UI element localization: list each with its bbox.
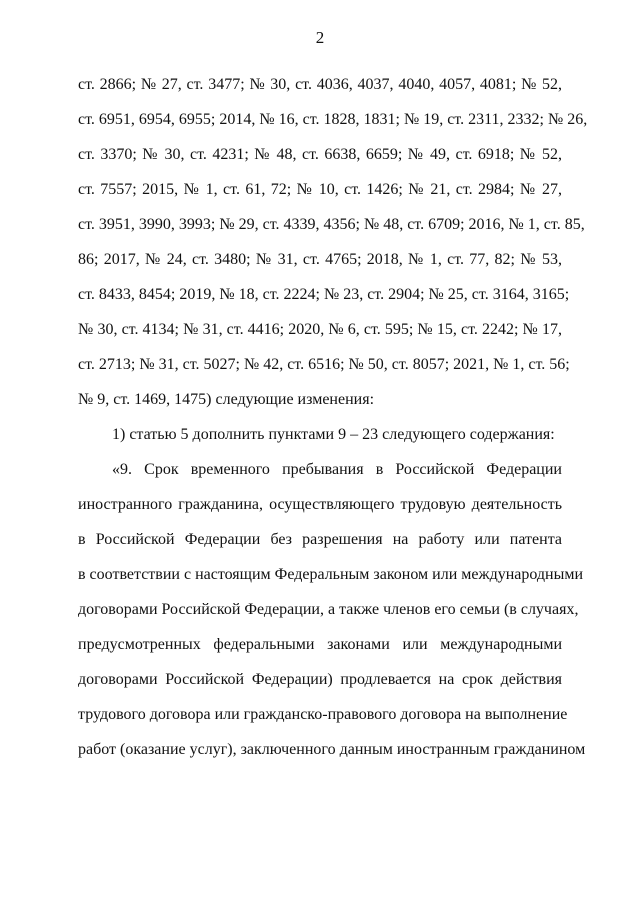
document-body [78,67,588,767]
text-line: ст. 8433, 8454; 2019, № 18, ст. 2224; № 23, ст. 2904; № 25, ст. 3164, 3165; [78,286,570,303]
quoted-paragraph-9-start: «9. Срок временного пребывания в Российской Федерации [112,461,562,478]
text-line: 86; 2017, № 24, ст. 3480; № 31, ст. 4765; 2018, № 1, ст. 77, 82; № 53, [78,251,562,268]
text-line: ст. 3951, 3990, 3993; № 29, ст. 4339, 4356; № 48, ст. 6709; 2016, № 1, ст. 85, [78,216,585,233]
text-line: ст. 2713; № 31, ст. 5027; № 42, ст. 6516; № 50, ст. 8057; 2021, № 1, ст. 56; [78,356,570,373]
text-line: ст. 3370; № 30, ст. 4231; № 48, ст. 6638, 6659; № 49, ст. 6918; № 52, [78,146,562,163]
text-line: ст. 7557; 2015, № 1, ст. 61, 72; № 10, ст. 1426; № 21, ст. 2984; № 27, [78,181,562,198]
text-line: в соответствии с настоящим Федеральным законом или международными [78,566,584,583]
amendment-item-1: 1) статью 5 дополнить пунктами 9 – 23 следующего содержания: [112,426,555,443]
text-line: иностранного гражданина, осуществляющего трудовую деятельность [78,496,562,513]
text-line: № 9, ст. 1469, 1475) следующие изменения: [78,391,375,408]
text-line: ст. 6951, 6954, 6955; 2014, № 16, ст. 1828, 1831; № 19, ст. 2311, 2332; № 26, [78,111,588,128]
text-line: трудового договора или гражданско-правового договора на выполнение [78,706,568,723]
text-line: договорами Российской Федерации, а также членов его семьи (в случаях, [78,601,579,618]
text-line: № 30, ст. 4134; № 31, ст. 4416; 2020, № 6, ст. 595; № 15, ст. 2242; № 17, [78,321,562,338]
text-line: предусмотренных федеральными законами или международными [78,636,562,653]
text-line: договорами Российской Федерации) продлевается на срок действия [78,671,562,688]
text-line: в Российской Федерации без разрешения на работу или патента [78,531,562,548]
text-line: работ (оказание услуг), заключенного данным иностранным гражданином [78,741,586,758]
page-number: 2 [315,28,325,47]
text-line: ст. 2866; № 27, ст. 3477; № 30, ст. 4036, 4037, 4040, 4057, 4081; № 52, [78,76,562,93]
